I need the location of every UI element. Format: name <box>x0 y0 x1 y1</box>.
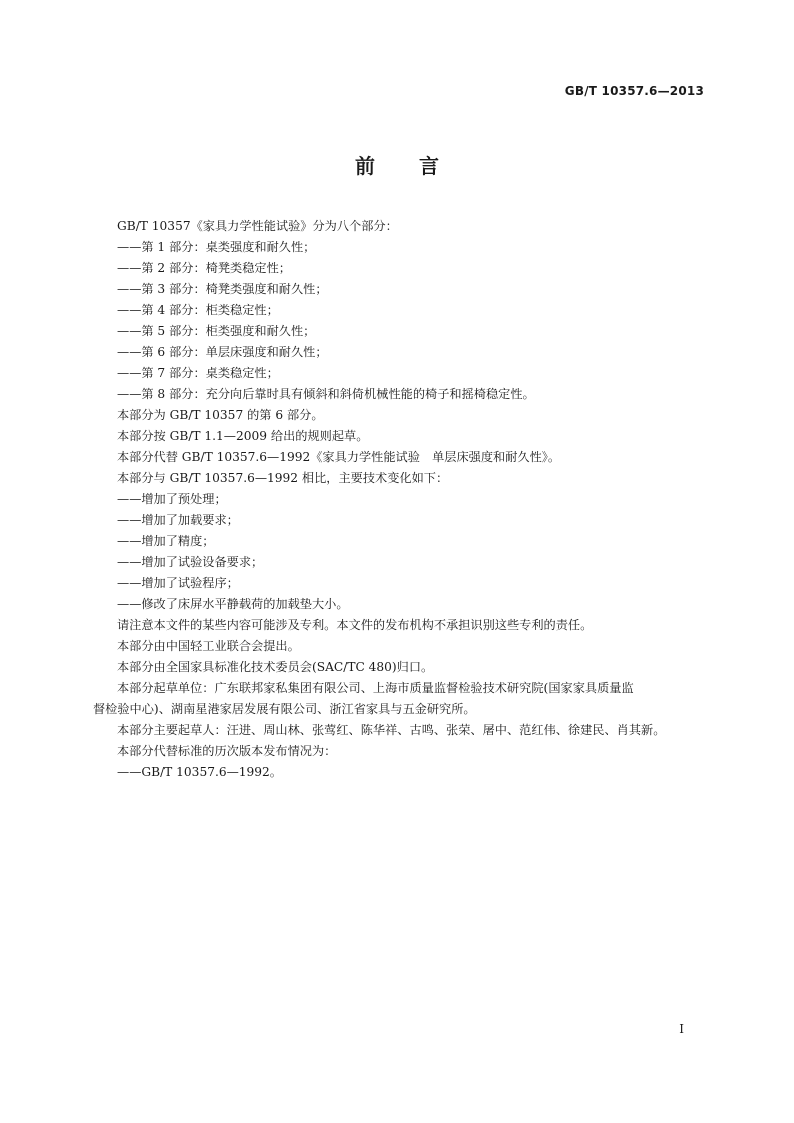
body-line: 本部分起草单位：广东联邦家私集团有限公司、上海市质量监督检验技术研究院(国家家具质量监 <box>117 681 634 695</box>
body-line: ——第 8 部分：充分向后靠时具有倾斜和斜倚机械性能的椅子和摇椅稳定性。 <box>117 387 535 401</box>
body-line: 本部分为 GB/T 10357 的第 6 部分。 <box>117 408 324 422</box>
body-line: ——第 3 部分：椅凳类强度和耐久性； <box>117 282 328 296</box>
body-line: 本部分代替标准的历次版本发布情况为： <box>117 744 337 758</box>
foreword-body <box>93 216 707 783</box>
body-line: 本部分由全国家具标准化技术委员会(SAC/TC 480)归口。 <box>117 660 434 674</box>
page-title: 前言 <box>355 154 483 178</box>
body-line: ——第 5 部分：柜类强度和耐久性； <box>117 324 316 338</box>
body-line: 请注意本文件的某些内容可能涉及专利。本文件的发布机构不承担识别这些专利的责任。 <box>117 618 593 632</box>
body-line: ——第 4 部分：柜类稳定性； <box>117 303 279 317</box>
body-line: ——增加了预处理； <box>117 492 227 506</box>
body-line: 本部分主要起草人：汪进、周山林、张莺红、陈华祥、古鸣、张荣、屠中、范红伟、徐建民、肖其新。 <box>117 723 666 737</box>
body-line: 本部分由中国轻工业联合会提出。 <box>117 639 300 653</box>
body-line: ——第 7 部分：桌类稳定性； <box>117 366 279 380</box>
body-line: 本部分与 GB/T 10357.6—1992 相比，主要技术变化如下： <box>117 471 449 485</box>
body-line: ——GB/T 10357.6—1992。 <box>117 765 282 779</box>
body-line: ——增加了试验程序； <box>117 576 239 590</box>
body-line: ——第 2 部分：椅凳类稳定性； <box>117 261 291 275</box>
standard-id: GB/T 10357.6—2013 <box>564 84 704 98</box>
body-line: ——增加了精度； <box>117 534 215 548</box>
page-number: I <box>679 1022 684 1036</box>
body-line-continuation: 督检验中心)、湖南星港家居发展有限公司、浙江省家具与五金研究所。 <box>93 702 476 716</box>
body-line: ——增加了加载要求； <box>117 513 239 527</box>
body-line: GB/T 10357《家具力学性能试验》分为八个部分： <box>117 219 398 233</box>
body-line: ——修改了床屏水平静载荷的加载垫大小。 <box>117 597 349 611</box>
body-line: ——增加了试验设备要求； <box>117 555 264 569</box>
body-line: ——第 6 部分：单层床强度和耐久性； <box>117 345 328 359</box>
body-line: 本部分按 GB/T 1.1—2009 给出的规则起草。 <box>117 429 369 443</box>
body-line: 本部分代替 GB/T 10357.6—1992《家具力学性能试验 单层床强度和耐久性》。 <box>117 450 561 464</box>
body-line: ——第 1 部分：桌类强度和耐久性； <box>117 240 316 254</box>
